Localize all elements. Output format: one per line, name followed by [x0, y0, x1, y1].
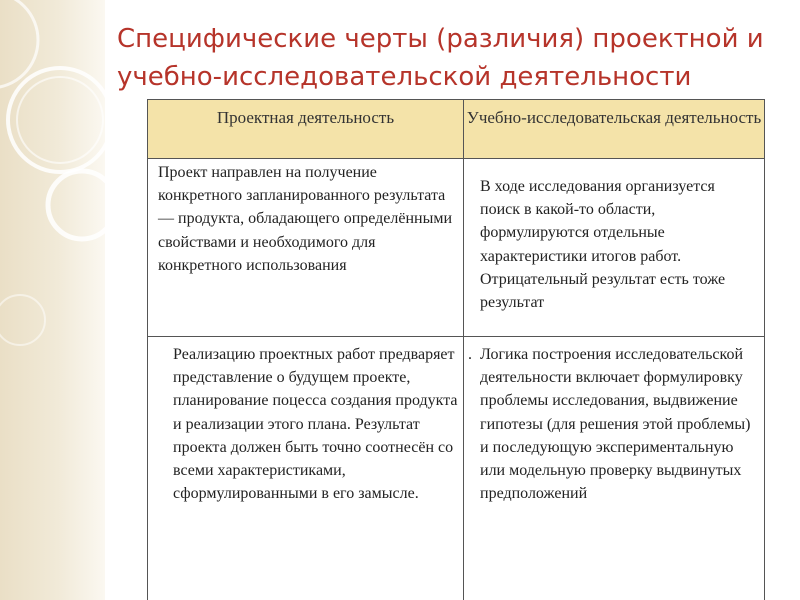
cell-research-goal: В ходе исследования организуется поиск в какой-то области, формулируются отдельные характеристики итогов работ. Отрицательный результат есть тоже результат — [480, 178, 726, 312]
cell-project-process: Реализацию проектных работ предваряет представление о будущем проекте, планирование поцесса создания продукта и реализации этого плана. Результат проекта должен быть точно соотнесён со всеми характеристиками, сформулированными в его замысле. — [173, 346, 458, 503]
comparison-table — [147, 99, 765, 600]
column-divider — [463, 100, 464, 600]
cell-project-goal: Проект направлен на получение конкретного запланированного результата — продукта, обладающего определёнными свойствами и необходимого для конкретного использования — [158, 164, 453, 274]
cell-research-process-text: Логика построения исследовательской деятельности включает формулировку проблемы исследования, выдвижение гипотезы (для решения этой проблемы) и последующую экспериментальную или модельную проверку выдвинутых предположений — [480, 346, 751, 503]
table-header-row — [148, 100, 764, 159]
slide-title: Специфические черты (различия) проектной и учебно-исследовательской деятельности — [117, 24, 764, 92]
header-research-activity: Учебно-исследовательская деятельность — [466, 108, 762, 127]
row-divider — [148, 336, 764, 337]
bullet-mark: . — [468, 346, 472, 363]
cell-research-process — [468, 343, 758, 505]
header-project-activity: Проектная деятельность — [216, 108, 395, 127]
